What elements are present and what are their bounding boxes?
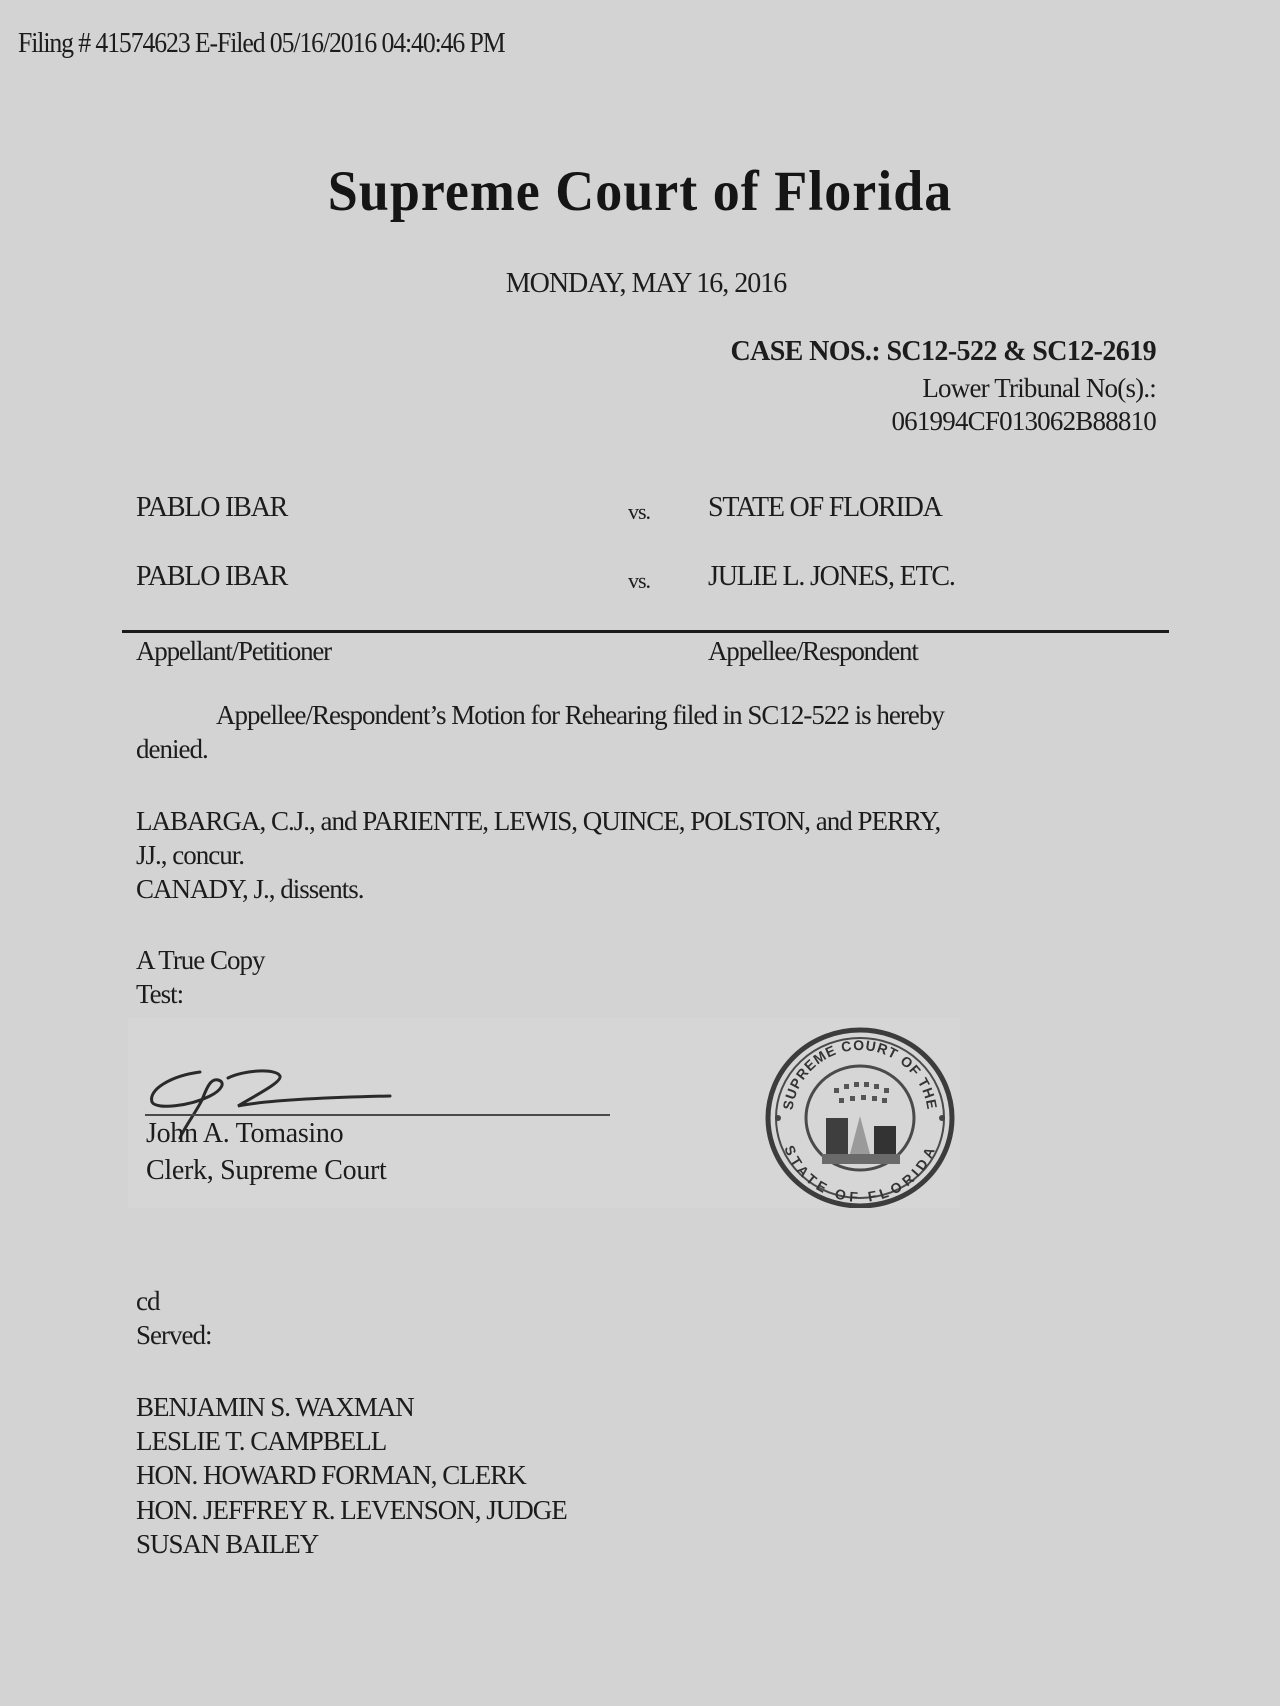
service-recipient: HON. HOWARD FORMAN, CLERK	[136, 1460, 526, 1490]
appellant-name: PABLO IBAR	[136, 561, 288, 592]
case-numbers: CASE NOS.: SC12-522 & SC12-2619	[730, 336, 1156, 367]
caption-divider	[122, 630, 1169, 633]
appellee-name: STATE OF FLORIDA	[708, 492, 942, 523]
svg-text:STATE OF FLORIDA: STATE OF FLORIDA	[781, 1142, 939, 1206]
dissent-line: CANADY, J., dissents.	[136, 874, 364, 904]
concurrence-line-1: LABARGA, C.J., and PARIENTE, LEWIS, QUINCE, POLSTON, and PERRY,	[136, 806, 941, 836]
service-recipient: LESLIE T. CAMPBELL	[136, 1426, 387, 1456]
service-recipient: HON. JEFFREY R. LEVENSON, JUDGE	[136, 1495, 567, 1525]
appellant-role-label: Appellant/Petitioner	[136, 636, 331, 666]
clerk-title: Clerk, Supreme Court	[146, 1155, 387, 1186]
appellee-role-label: Appellee/Respondent	[708, 636, 918, 666]
order-date: MONDAY, MAY 16, 2016	[505, 268, 787, 299]
signature-line	[145, 1114, 610, 1116]
true-copy-label: A True Copy	[136, 945, 265, 975]
test-label: Test:	[136, 979, 184, 1009]
versus-label: vs.	[628, 568, 651, 593]
court-seal-icon	[764, 1018, 956, 1208]
service-recipient: BENJAMIN S. WAXMAN	[136, 1392, 414, 1422]
clerk-name: John A. Tomasino	[146, 1118, 344, 1149]
served-label: Served:	[136, 1320, 212, 1350]
initials: cd	[136, 1286, 160, 1316]
versus-label: vs.	[628, 499, 651, 524]
service-recipient: SUSAN BAILEY	[136, 1529, 319, 1559]
lower-tribunal-label: Lower Tribunal No(s).:	[922, 373, 1156, 403]
lower-tribunal-number: 061994CF013062B88810	[891, 406, 1156, 436]
order-text-line-2: denied.	[136, 734, 208, 764]
concurrence-line-2: JJ., concur.	[136, 840, 244, 870]
appellee-name: JULIE L. JONES, ETC.	[708, 561, 955, 592]
filing-stamp: Filing # 41574623 E-Filed 05/16/2016 04:40:46 PM	[18, 28, 505, 59]
appellant-name: PABLO IBAR	[136, 492, 288, 523]
court-title: Supreme Court of Florida	[327, 159, 953, 223]
order-text-line-1: Appellee/Respondent’s Motion for Rehearing filed in SC12-522 is hereby	[216, 700, 944, 730]
svg-text:SUPREME COURT OF THE: SUPREME COURT OF THE	[779, 1036, 941, 1112]
